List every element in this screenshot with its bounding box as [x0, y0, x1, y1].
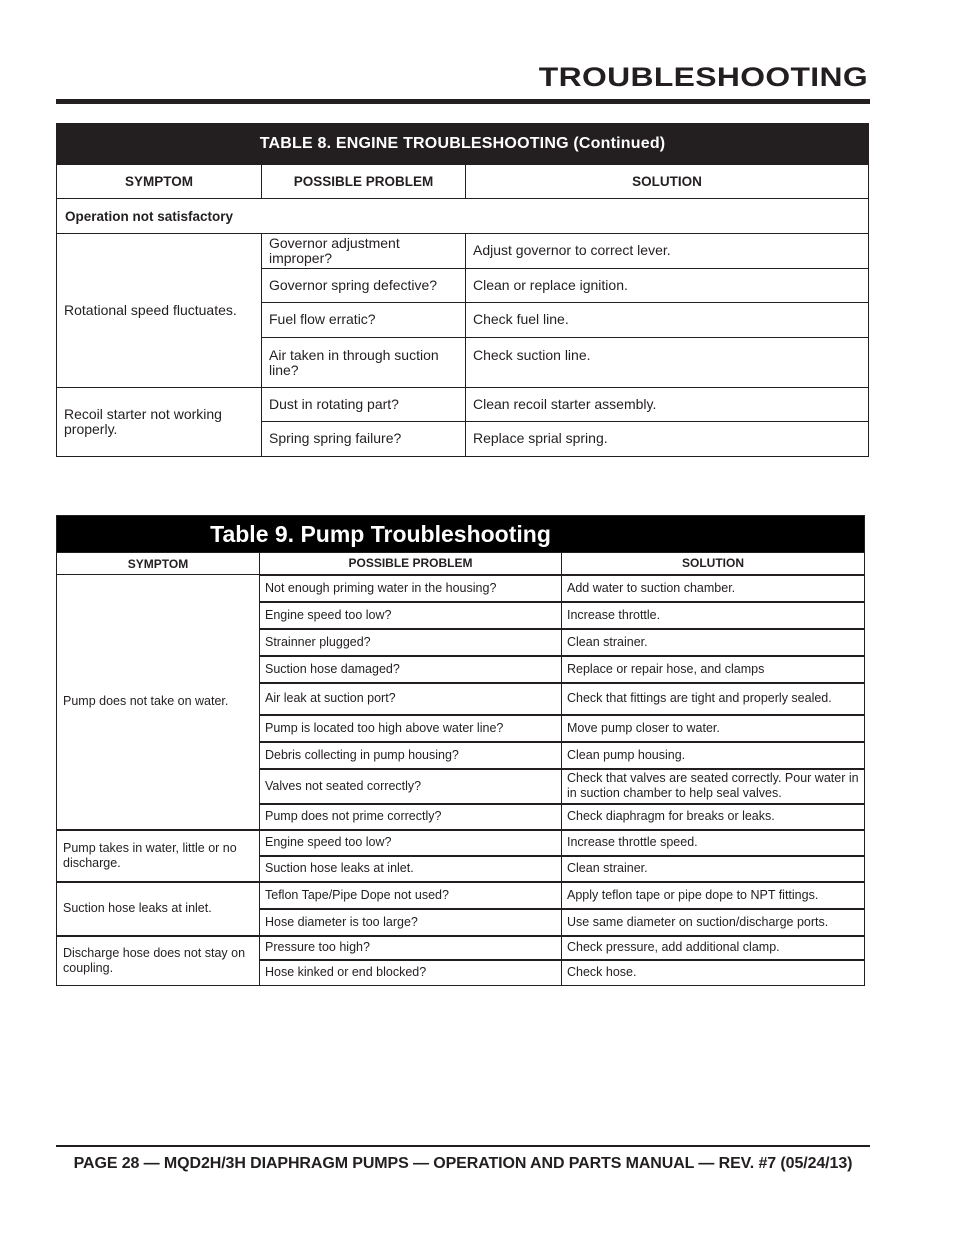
solution-cell: Check suction line.: [466, 337, 869, 387]
solution-cell: Clean strainer.: [562, 856, 865, 882]
table-row: [57, 830, 865, 856]
problem-cell: Engine speed too low?: [260, 830, 562, 856]
problem-cell: Valves not seated correctly?: [260, 769, 562, 804]
table-title: TABLE 8. ENGINE TROUBLESHOOTING (Continued): [57, 124, 869, 165]
problem-cell: Suction hose leaks at inlet.: [260, 856, 562, 882]
column-header-solution: SOLUTION: [562, 553, 865, 575]
section-heading: Operation not satisfactory: [57, 199, 869, 234]
problem-cell: Suction hose damaged?: [260, 656, 562, 683]
solution-cell: Increase throttle.: [562, 602, 865, 629]
page-footer: PAGE 28 — MQD2H/3H DIAPHRAGM PUMPS — OPERATION AND PARTS MANUAL — REV. #7 (05/24/13): [73, 1155, 853, 1172]
symptom-cell: Pump does not take on water.: [57, 575, 260, 830]
table-row: [57, 387, 869, 422]
symptom-cell: Recoil starter not working properly.: [57, 387, 262, 456]
column-header-symptom: SYMPTOM: [57, 165, 262, 199]
table-row: [57, 882, 865, 909]
problem-cell: Fuel flow erratic?: [262, 303, 466, 338]
solution-cell: Clean or replace ignition.: [466, 268, 869, 303]
problem-cell: Teflon Tape/Pipe Dope not used?: [260, 882, 562, 909]
solution-cell: Clean recoil starter assembly.: [466, 387, 869, 422]
symptom-cell: Pump takes in water, little or no discharge.: [57, 830, 260, 882]
problem-cell: Dust in rotating part?: [262, 387, 466, 422]
solution-cell: Check hose.: [562, 960, 865, 986]
solution-cell: Clean pump housing.: [562, 742, 865, 769]
solution-cell: Clean strainer.: [562, 629, 865, 656]
footer-rule: [56, 1145, 870, 1147]
solution-cell: Replace or repair hose, and clamps: [562, 656, 865, 683]
solution-cell: Check that fittings are tight and properly sealed.: [562, 683, 865, 715]
problem-cell: Hose diameter is too large?: [260, 909, 562, 936]
solution-cell: Apply teflon tape or pipe dope to NPT fittings.: [562, 882, 865, 909]
solution-cell: Adjust governor to correct lever.: [466, 234, 869, 269]
problem-cell: Engine speed too low?: [260, 602, 562, 629]
solution-cell: Check that valves are seated correctly. Pour water in in suction chamber to help seal valves.: [562, 769, 865, 804]
column-header-problem: POSSIBLE PROBLEM: [260, 553, 562, 575]
column-header-solution: SOLUTION: [466, 165, 869, 199]
problem-cell: Debris collecting in pump housing?: [260, 742, 562, 769]
solution-cell: Increase throttle speed.: [562, 830, 865, 856]
engine-troubleshooting-table: [56, 123, 869, 457]
problem-cell: Pump does not prime correctly?: [260, 804, 562, 830]
table-row: [57, 575, 865, 602]
problem-cell: Air taken in through suction line?: [262, 337, 466, 387]
column-header-problem: POSSIBLE PROBLEM: [262, 165, 466, 199]
problem-cell: Not enough priming water in the housing?: [260, 575, 562, 602]
problem-cell: Spring spring failure?: [262, 422, 466, 457]
solution-cell: Move pump closer to water.: [562, 715, 865, 742]
problem-cell: Hose kinked or end blocked?: [260, 960, 562, 986]
symptom-cell: Suction hose leaks at inlet.: [57, 882, 260, 936]
solution-cell: Add water to suction chamber.: [562, 575, 865, 602]
pump-troubleshooting-table: [56, 515, 865, 986]
table-row: [57, 936, 865, 960]
problem-cell: Pump is located too high above water line?: [260, 715, 562, 742]
column-header-symptom: SYMPTOM: [57, 553, 260, 575]
symptom-cell: Discharge hose does not stay on coupling.: [57, 936, 260, 986]
table-row: [57, 234, 869, 269]
title-rule: [56, 99, 870, 104]
solution-cell: Use same diameter on suction/discharge ports.: [562, 909, 865, 936]
problem-cell: Governor spring defective?: [262, 268, 466, 303]
table-title: Table 9. Pump Troubleshooting: [57, 516, 865, 553]
page-title: TROUBLESHOOTING: [538, 62, 868, 92]
solution-cell: Check diaphragm for breaks or leaks.: [562, 804, 865, 830]
problem-cell: Governor adjustment improper?: [262, 234, 466, 269]
solution-cell: Replace sprial spring.: [466, 422, 869, 457]
problem-cell: Air leak at suction port?: [260, 683, 562, 715]
solution-cell: Check fuel line.: [466, 303, 869, 338]
symptom-cell: Rotational speed fluctuates.: [57, 234, 262, 388]
problem-cell: Pressure too high?: [260, 936, 562, 960]
problem-cell: Strainner plugged?: [260, 629, 562, 656]
solution-cell: Check pressure, add additional clamp.: [562, 936, 865, 960]
